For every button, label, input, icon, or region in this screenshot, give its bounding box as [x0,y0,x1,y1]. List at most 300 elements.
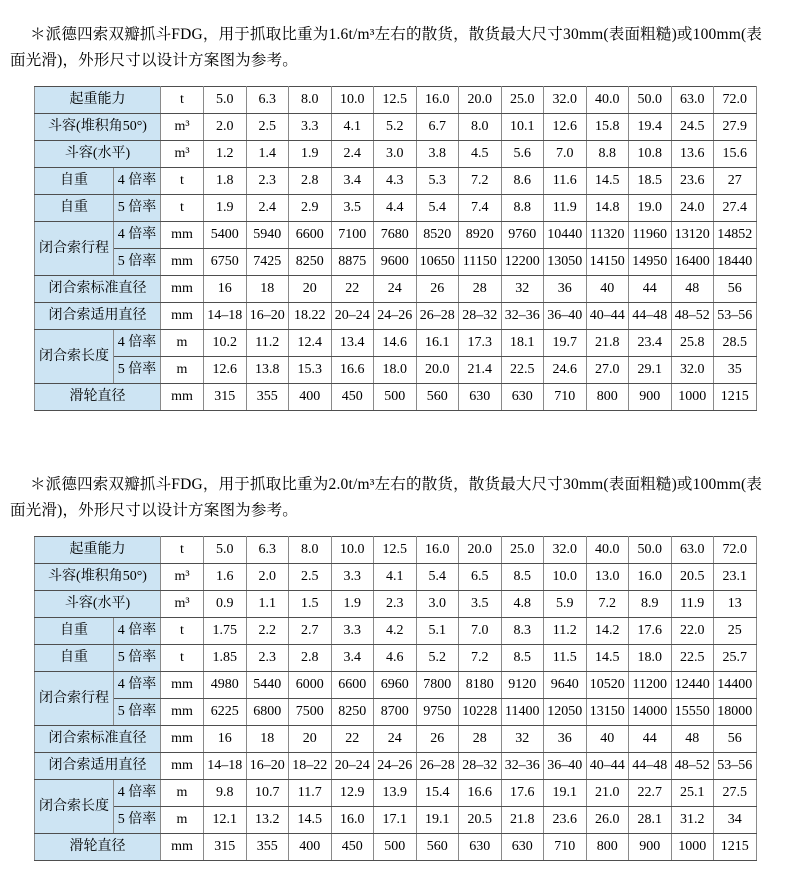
value-cell: 12200 [501,249,544,276]
value-cell: 24.6 [544,357,587,384]
value-cell: 1.4 [246,141,289,168]
value-cell: 27.5 [714,780,757,807]
value-cell: 24–26 [374,303,417,330]
value-cell: 19.4 [629,114,672,141]
row-sublabel: 5 倍率 [114,195,161,222]
value-cell: 12.9 [331,780,374,807]
value-cell: 15550 [671,699,714,726]
value-cell: 14400 [714,672,757,699]
value-cell: 22.5 [501,357,544,384]
value-cell: 6.3 [246,537,289,564]
value-cell: 1215 [714,834,757,861]
value-cell: 4.5 [459,141,502,168]
value-cell: 20.0 [416,357,459,384]
value-cell: 48 [671,726,714,753]
value-cell: 28 [459,726,502,753]
value-cell: 1000 [671,834,714,861]
value-cell: 7.0 [544,141,587,168]
value-cell: 0.9 [204,591,247,618]
value-cell: 7800 [416,672,459,699]
value-cell: 26 [416,726,459,753]
value-cell: 18.0 [629,645,672,672]
value-cell: 10440 [544,222,587,249]
value-cell: 27.0 [586,357,629,384]
value-cell: 18–22 [289,753,332,780]
value-cell: 15.6 [714,141,757,168]
value-cell: 44 [629,276,672,303]
value-cell: 34 [714,807,757,834]
value-cell: 13.0 [586,564,629,591]
value-cell: 8.8 [501,195,544,222]
value-cell: 40.0 [586,537,629,564]
value-cell: 4.2 [374,618,417,645]
value-cell: 18.0 [374,357,417,384]
row-sublabel: 4 倍率 [114,330,161,357]
spec-row [35,330,757,357]
value-cell: 6225 [204,699,247,726]
value-cell: 3.5 [459,591,502,618]
value-cell: 5.3 [416,168,459,195]
value-cell: 3.4 [331,645,374,672]
value-cell: 32 [501,726,544,753]
unit-cell: m³ [161,141,204,168]
row-label: 闭合索长度 [35,780,114,834]
value-cell: 16400 [671,249,714,276]
value-cell: 13050 [544,249,587,276]
value-cell: 12440 [671,672,714,699]
value-cell: 4.8 [501,591,544,618]
value-cell: 4.1 [374,564,417,591]
value-cell: 9.8 [204,780,247,807]
value-cell: 19.7 [544,330,587,357]
value-cell: 13.8 [246,357,289,384]
value-cell: 40–44 [586,303,629,330]
value-cell: 4.6 [374,645,417,672]
value-cell: 63.0 [671,87,714,114]
value-cell: 72.0 [714,537,757,564]
value-cell: 27 [714,168,757,195]
value-cell: 8920 [459,222,502,249]
value-cell: 13.9 [374,780,417,807]
value-cell: 14.5 [289,807,332,834]
value-cell: 53–56 [714,753,757,780]
row-sublabel: 5 倍率 [114,249,161,276]
value-cell: 2.3 [246,645,289,672]
value-cell: 5.0 [204,87,247,114]
value-cell: 18.1 [501,330,544,357]
row-sublabel: 5 倍率 [114,357,161,384]
spec-row [35,303,757,330]
value-cell: 10650 [416,249,459,276]
row-label: 闭合索适用直径 [35,753,161,780]
value-cell: 32.0 [544,87,587,114]
value-cell: 355 [246,834,289,861]
value-cell: 40–44 [586,753,629,780]
value-cell: 14.2 [586,618,629,645]
value-cell: 18440 [714,249,757,276]
value-cell: 18.22 [289,303,332,330]
spec-row [35,591,757,618]
value-cell: 15.4 [416,780,459,807]
value-cell: 7.4 [459,195,502,222]
value-cell: 8.0 [289,537,332,564]
value-cell: 6800 [246,699,289,726]
value-cell: 14.5 [586,645,629,672]
value-cell: 12.1 [204,807,247,834]
value-cell: 16.0 [331,807,374,834]
value-cell: 7.2 [586,591,629,618]
value-cell: 22.5 [671,645,714,672]
value-cell: 9760 [501,222,544,249]
value-cell: 44–48 [629,753,672,780]
value-cell: 2.7 [289,618,332,645]
value-cell: 2.3 [246,168,289,195]
value-cell: 630 [459,384,502,411]
row-label: 闭合索行程 [35,672,114,726]
value-cell: 5.4 [416,195,459,222]
value-cell: 32 [501,276,544,303]
value-cell: 8.5 [501,564,544,591]
value-cell: 6960 [374,672,417,699]
spec-row [35,168,757,195]
value-cell: 10.7 [246,780,289,807]
value-cell: 26–28 [416,303,459,330]
unit-cell: mm [161,303,204,330]
value-cell: 1.9 [204,195,247,222]
value-cell: 11.9 [671,591,714,618]
value-cell: 22.7 [629,780,672,807]
value-cell: 16.1 [416,330,459,357]
value-cell: 14950 [629,249,672,276]
value-cell: 53–56 [714,303,757,330]
value-cell: 17.6 [501,780,544,807]
value-cell: 8.8 [586,141,629,168]
spec-row [35,753,757,780]
value-cell: 9640 [544,672,587,699]
value-cell: 12.6 [204,357,247,384]
value-cell: 16.0 [416,87,459,114]
value-cell: 8.0 [289,87,332,114]
value-cell: 18 [246,726,289,753]
unit-cell: mm [161,834,204,861]
spec-row [35,564,757,591]
value-cell: 72.0 [714,87,757,114]
unit-cell: mm [161,672,204,699]
value-cell: 12.5 [374,87,417,114]
value-cell: 7.2 [459,645,502,672]
value-cell: 1000 [671,384,714,411]
value-cell: 26 [416,276,459,303]
unit-cell: t [161,195,204,222]
unit-cell: t [161,87,204,114]
row-label: 闭合索标准直径 [35,276,161,303]
row-label: 闭合索行程 [35,222,114,276]
value-cell: 9600 [374,249,417,276]
row-label: 滑轮直径 [35,384,161,411]
value-cell: 27.4 [714,195,757,222]
value-cell: 20 [289,276,332,303]
unit-cell: m³ [161,114,204,141]
value-cell: 3.4 [331,168,374,195]
spec-row [35,537,757,564]
spec-row [35,87,757,114]
value-cell: 36 [544,276,587,303]
row-sublabel: 4 倍率 [114,672,161,699]
value-cell: 17.6 [629,618,672,645]
value-cell: 2.4 [246,195,289,222]
value-cell: 14–18 [204,753,247,780]
value-cell: 28.1 [629,807,672,834]
value-cell: 11400 [501,699,544,726]
unit-cell: m [161,780,204,807]
value-cell: 48–52 [671,303,714,330]
value-cell: 20 [289,726,332,753]
value-cell: 13120 [671,222,714,249]
row-label: 闭合索标准直径 [35,726,161,753]
value-cell: 36 [544,726,587,753]
value-cell: 25.7 [714,645,757,672]
value-cell: 900 [629,834,672,861]
value-cell: 20.0 [459,87,502,114]
value-cell: 48 [671,276,714,303]
value-cell: 14150 [586,249,629,276]
value-cell: 25 [714,618,757,645]
value-cell: 18000 [714,699,757,726]
value-cell: 5.6 [501,141,544,168]
value-cell: 16 [204,726,247,753]
row-sublabel: 4 倍率 [114,222,161,249]
spec-row [35,114,757,141]
value-cell: 40 [586,276,629,303]
value-cell: 10520 [586,672,629,699]
value-cell: 24.5 [671,114,714,141]
value-cell: 19.1 [416,807,459,834]
value-cell: 14.5 [586,168,629,195]
value-cell: 12.6 [544,114,587,141]
value-cell: 500 [374,384,417,411]
value-cell: 630 [501,384,544,411]
value-cell: 3.3 [331,618,374,645]
value-cell: 44–48 [629,303,672,330]
value-cell: 14852 [714,222,757,249]
value-cell: 29.1 [629,357,672,384]
value-cell: 11.6 [544,168,587,195]
value-cell: 5.4 [416,564,459,591]
unit-cell: mm [161,753,204,780]
unit-cell: m³ [161,564,204,591]
row-label: 斗容(水平) [35,141,161,168]
value-cell: 63.0 [671,537,714,564]
value-cell: 24.0 [671,195,714,222]
intro-paragraph-1: ＊派德四索双瓣抓斗FDG，用于抓取比重为1.6t/m³左右的散货，散货最大尺寸30mm(表面粗糙)或100mm(表面光滑)，外形尺寸以设计方案图为参考。 [10,26,763,69]
value-cell: 10.0 [331,537,374,564]
value-cell: 22 [331,276,374,303]
value-cell: 21.4 [459,357,502,384]
row-label: 斗容(水平) [35,591,161,618]
value-cell: 4.4 [374,195,417,222]
row-label: 斗容(堆积角50°) [35,114,161,141]
value-cell: 8.3 [501,618,544,645]
spec-row [35,672,757,699]
value-cell: 32–36 [501,303,544,330]
value-cell: 8520 [416,222,459,249]
value-cell: 28–32 [459,753,502,780]
value-cell: 5.0 [204,537,247,564]
value-cell: 3.0 [416,591,459,618]
value-cell: 32.0 [671,357,714,384]
value-cell: 9120 [501,672,544,699]
value-cell: 13150 [586,699,629,726]
value-cell: 31.2 [671,807,714,834]
value-cell: 11150 [459,249,502,276]
value-cell: 28 [459,276,502,303]
value-cell: 2.2 [246,618,289,645]
value-cell: 6.3 [246,87,289,114]
value-cell: 8.6 [501,168,544,195]
value-cell: 7680 [374,222,417,249]
row-label: 自重 [35,645,114,672]
value-cell: 710 [544,834,587,861]
row-label: 自重 [35,618,114,645]
value-cell: 36–40 [544,753,587,780]
value-cell: 22 [331,726,374,753]
value-cell: 4.1 [331,114,374,141]
value-cell: 50.0 [629,87,672,114]
value-cell: 5440 [246,672,289,699]
row-sublabel: 4 倍率 [114,780,161,807]
value-cell: 8875 [331,249,374,276]
value-cell: 25.0 [501,537,544,564]
row-label: 起重能力 [35,87,161,114]
value-cell: 23.6 [671,168,714,195]
value-cell: 50.0 [629,537,672,564]
value-cell: 16.6 [459,780,502,807]
value-cell: 19.0 [629,195,672,222]
value-cell: 7425 [246,249,289,276]
spec-row [35,699,757,726]
row-sublabel: 4 倍率 [114,618,161,645]
value-cell: 315 [204,384,247,411]
value-cell: 6600 [289,222,332,249]
value-cell: 40 [586,726,629,753]
value-cell: 11.2 [246,330,289,357]
value-cell: 56 [714,276,757,303]
value-cell: 2.3 [374,591,417,618]
value-cell: 2.9 [289,195,332,222]
value-cell: 16.0 [416,537,459,564]
value-cell: 18 [246,276,289,303]
value-cell: 24 [374,276,417,303]
value-cell: 1.85 [204,645,247,672]
value-cell: 12050 [544,699,587,726]
value-cell: 13.2 [246,807,289,834]
value-cell: 24 [374,726,417,753]
value-cell: 16 [204,276,247,303]
value-cell: 16.0 [629,564,672,591]
row-label: 自重 [35,195,114,222]
value-cell: 11.5 [544,645,587,672]
intro-paragraph-2: ＊派德四索双瓣抓斗FDG，用于抓取比重为2.0t/m³左右的散货，散货最大尺寸30mm(表面粗糙)或100mm(表面光滑)，外形尺寸以设计方案图为参考。 [10,476,763,519]
value-cell: 1.75 [204,618,247,645]
value-cell: 1.2 [204,141,247,168]
value-cell: 25.0 [501,87,544,114]
value-cell: 2.5 [289,564,332,591]
value-cell: 5.2 [374,114,417,141]
value-cell: 355 [246,384,289,411]
value-cell: 12.4 [289,330,332,357]
value-cell: 11320 [586,222,629,249]
value-cell: 20–24 [331,303,374,330]
value-cell: 630 [459,834,502,861]
value-cell: 8.9 [629,591,672,618]
value-cell: 23.4 [629,330,672,357]
value-cell: 25.8 [671,330,714,357]
value-cell: 5940 [246,222,289,249]
value-cell: 10.0 [544,564,587,591]
value-cell: 10.8 [629,141,672,168]
value-cell: 11.9 [544,195,587,222]
unit-cell: t [161,618,204,645]
value-cell: 3.5 [331,195,374,222]
value-cell: 21.0 [586,780,629,807]
spec-row [35,807,757,834]
value-cell: 800 [586,834,629,861]
value-cell: 27.9 [714,114,757,141]
value-cell: 800 [586,384,629,411]
value-cell: 2.4 [331,141,374,168]
value-cell: 500 [374,834,417,861]
value-cell: 40.0 [586,87,629,114]
spec-row [35,780,757,807]
spec-row [35,276,757,303]
row-label: 闭合索长度 [35,330,114,384]
value-cell: 24–26 [374,753,417,780]
value-cell: 13.4 [331,330,374,357]
value-cell: 450 [331,834,374,861]
value-cell: 7500 [289,699,332,726]
value-cell: 6.7 [416,114,459,141]
value-cell: 11200 [629,672,672,699]
value-cell: 28–32 [459,303,502,330]
value-cell: 36–40 [544,303,587,330]
spec-row [35,357,757,384]
value-cell: 15.3 [289,357,332,384]
value-cell: 14.8 [586,195,629,222]
value-cell: 20–24 [331,753,374,780]
value-cell: 630 [501,834,544,861]
value-cell: 2.0 [246,564,289,591]
value-cell: 16.6 [331,357,374,384]
value-cell: 28.5 [714,330,757,357]
value-cell: 400 [289,384,332,411]
spec-row [35,222,757,249]
value-cell: 44 [629,726,672,753]
value-cell: 8180 [459,672,502,699]
value-cell: 315 [204,834,247,861]
unit-cell: m³ [161,591,204,618]
value-cell: 7100 [331,222,374,249]
value-cell: 1.8 [204,168,247,195]
value-cell: 21.8 [501,807,544,834]
unit-cell: m [161,357,204,384]
value-cell: 3.8 [416,141,459,168]
spec-row [35,141,757,168]
unit-cell: m [161,330,204,357]
value-cell: 13.6 [671,141,714,168]
value-cell: 2.5 [246,114,289,141]
value-cell: 6.5 [459,564,502,591]
row-label: 滑轮直径 [35,834,161,861]
